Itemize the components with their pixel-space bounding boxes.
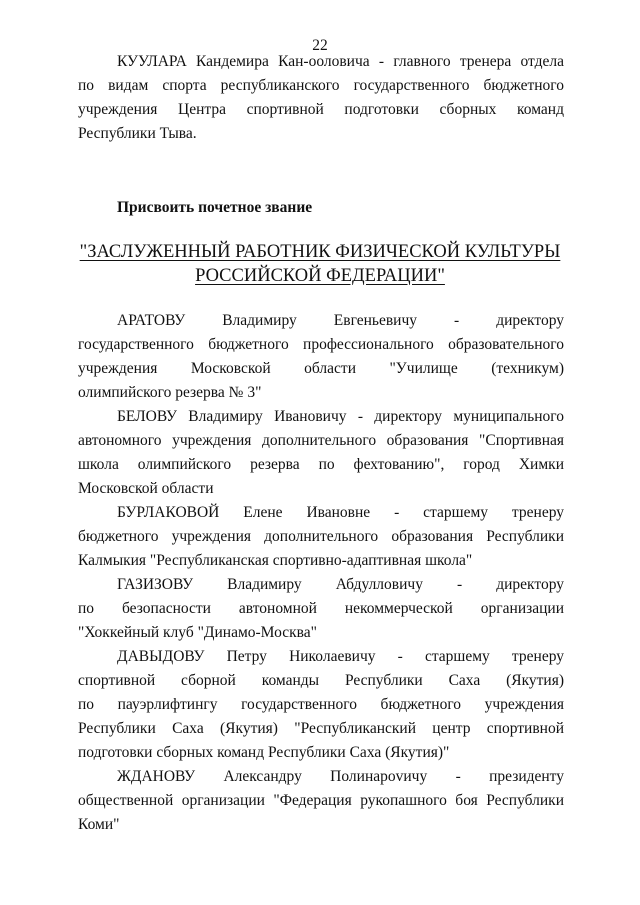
nominee-line: Республики Саха (Якутия) "Республиканский центр спортивной xyxy=(78,720,564,737)
award-title-text: РОССИЙСКОЙ ФЕДЕРАЦИИ" xyxy=(195,266,445,286)
nominee-line: по пауэрлифтингу государственного бюджетного учреждения xyxy=(78,696,564,713)
intro-line: Республики Тыва. xyxy=(78,125,197,142)
nominee-line: учреждения Московской области "Училище (техникум) xyxy=(78,360,564,377)
nominee-line: по безопасности автономной некоммерческой организации xyxy=(78,600,564,617)
intro-line: КУУЛАРА Кандемира Кан-ооловича - главного тренера отдела xyxy=(117,53,564,70)
nominee-line: "Хоккейный клуб "Динамо-Москва" xyxy=(78,624,317,641)
award-title-line xyxy=(0,240,640,264)
nominee-line: ДАВЫДОВУ Петру Николаевичу - старшему тренеру xyxy=(117,648,564,665)
intro-line: по видам спорта республиканского государственного бюджетного xyxy=(78,77,564,94)
nominee-line: автономного учреждения дополнительного образования "Спортивная xyxy=(78,432,564,449)
award-title-text: "ЗАСЛУЖЕННЫЙ РАБОТНИК ФИЗИЧЕСКОЙ КУЛЬТУРЫ xyxy=(79,242,561,262)
award-heading: Присвоить почетное звание xyxy=(117,199,313,216)
nominee-line: Коми" xyxy=(78,816,120,833)
nominee-line: общественной организации "Федерация рукопашного боя Республики xyxy=(78,792,564,809)
nominee-line: государственного бюджетного профессионального образовательного xyxy=(78,336,564,353)
nominee-line: Калмыкия "Республиканская спортивно-адаптивная школа" xyxy=(78,552,473,569)
nominee-line: спортивной сборной команды Республики Саха (Якутия) xyxy=(78,672,564,689)
nominee-line: школа олимпийского резерва по фехтованию", город Химки xyxy=(78,456,564,473)
nominee-line: ГАЗИЗОВУ Владимиру Абдулловичу - директору xyxy=(117,576,564,593)
award-title-line xyxy=(0,264,640,288)
nominee-line: БУРЛАКОВОЙ Елене Ивановне - старшему тренеру xyxy=(117,504,564,521)
nominee-line: подготовки сборных команд Республики Саха (Якутия)" xyxy=(78,744,450,761)
nominee-line: Московской области xyxy=(78,480,214,497)
page-number: 22 xyxy=(312,37,328,54)
nominee-line: БЕЛОВУ Владимиру Ивановичу - директору муниципального xyxy=(117,408,564,425)
nominee-line: АРАТОВУ Владимиру Евгеньевичу - директору xyxy=(117,312,564,329)
nominee-line: бюджетного учреждения дополнительного образования Республики xyxy=(78,528,564,545)
intro-line: учреждения Центра спортивной подготовки сборных команд xyxy=(78,101,564,118)
nominee-line: олимпийского резерва № 3" xyxy=(78,384,262,401)
nominee-line: ЖДАНОВУ Александру Полинарovичу - президенту xyxy=(117,768,564,785)
